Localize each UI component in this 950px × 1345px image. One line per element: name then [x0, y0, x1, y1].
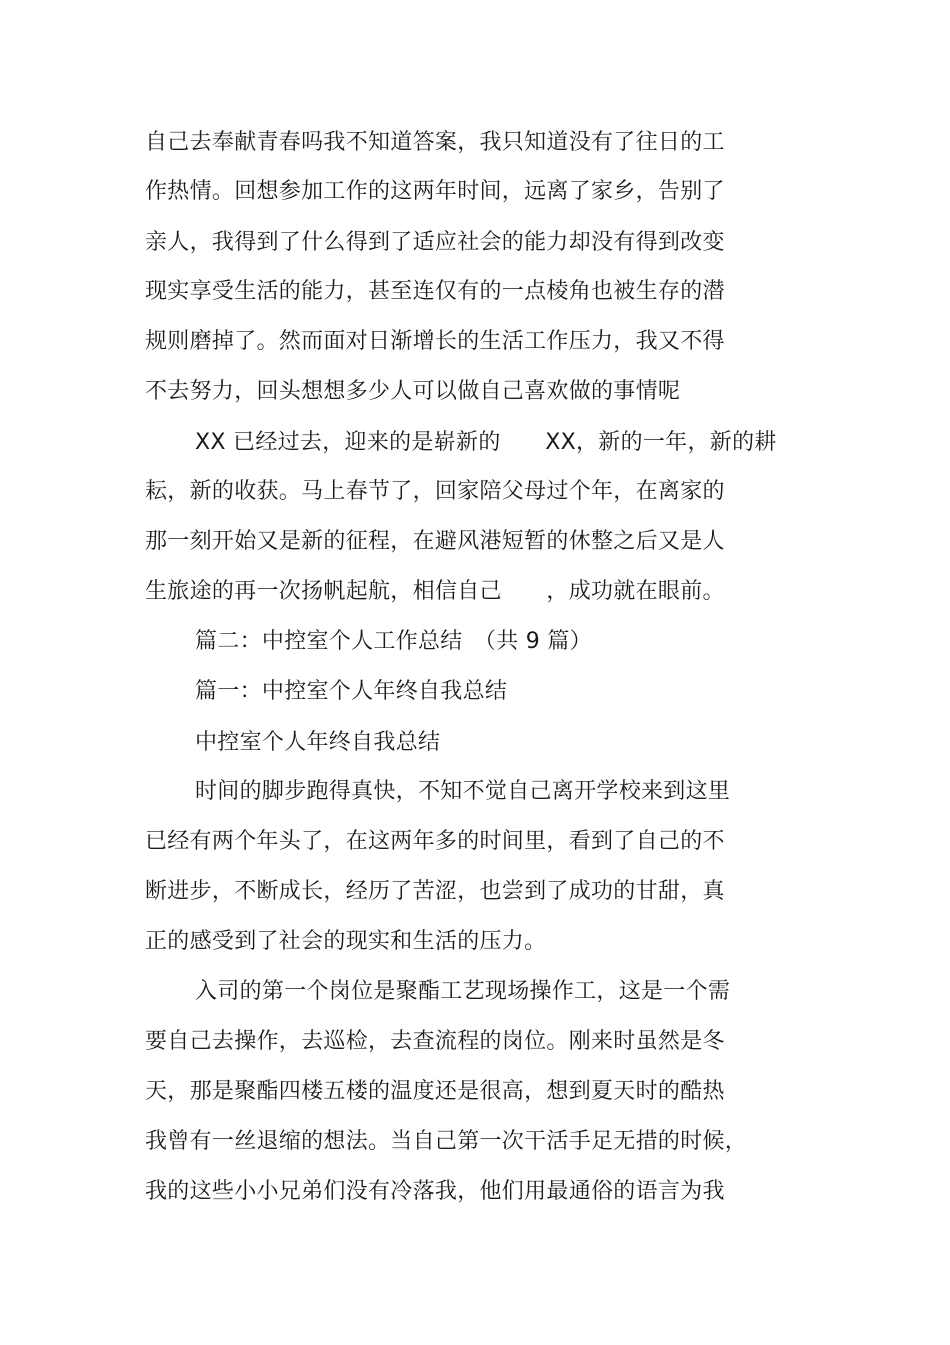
paragraph-line: 亲人，我得到了什么得到了适应社会的能力却没有得到改变: [145, 230, 725, 255]
paragraph-line: 正的感受到了社会的现实和生活的压力。: [145, 929, 547, 954]
paragraph-line: 天，那是聚酯四楼五楼的温度还是很高，想到夏天时的酷热: [145, 1079, 725, 1104]
paragraph-line: 规则磨掉了。然而面对日渐增长的生活工作压力，我又不得: [145, 329, 725, 354]
paragraph-line: 不去努力，回头想想多少人可以做自己喜欢做的事情呢: [145, 379, 681, 404]
paragraph-line: 作热情。回想参加工作的这两年时间，远离了家乡，告别了: [145, 179, 725, 204]
paragraph-line: 自己去奉献青春吗我不知道答案，我只知道没有了往日的工: [145, 130, 725, 155]
paragraph-line: XX 已经过去，迎来的是崭新的 XX，新的一年，新的耕: [195, 430, 777, 455]
paragraph-line: 那一刻开始又是新的征程，在避风港短暂的休整之后又是人: [145, 529, 725, 554]
paragraph-line: 要自己去操作，去巡检，去查流程的岗位。刚来时虽然是冬: [145, 1029, 725, 1054]
section-heading: 篇一：中控室个人年终自我总结: [195, 679, 508, 704]
paragraph-line: 我曾有一丝退缩的想法。当自己第一次干活手足无措的时候，: [145, 1129, 748, 1154]
paragraph-line: 已经有两个年头了，在这两年多的时间里，看到了自己的不: [145, 829, 725, 854]
section-heading: 篇二：中控室个人工作总结 （共 9 篇）: [195, 629, 592, 654]
paragraph-line: 时间的脚步跑得真快，不知不觉自己离开学校来到这里: [195, 779, 731, 804]
paragraph-line: 生旅途的再一次扬帆起航，相信自己 ，成功就在眼前。: [145, 579, 725, 604]
document-title: 中控室个人年终自我总结: [195, 730, 441, 755]
paragraph-line: 断进步，不断成长，经历了苦涩，也尝到了成功的甘甜，真: [145, 879, 725, 904]
paragraph-line: 现实享受生活的能力，甚至连仅有的一点棱角也被生存的潜: [145, 279, 725, 304]
paragraph-line: 我的这些小小兄弟们没有冷落我，他们用最通俗的语言为我: [145, 1179, 725, 1204]
paragraph-line: 入司的第一个岗位是聚酯工艺现场操作工，这是一个需: [195, 979, 731, 1004]
paragraph-line: 耘，新的收获。马上春节了，回家陪父母过个年，在离家的: [145, 479, 725, 504]
